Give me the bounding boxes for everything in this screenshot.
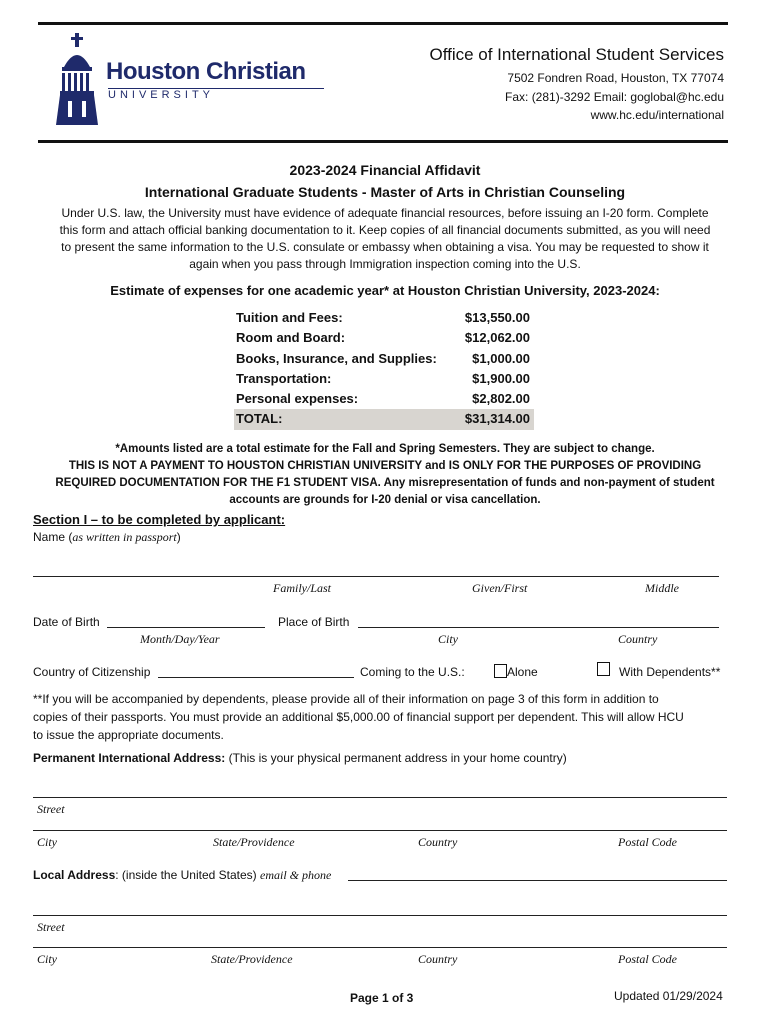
expense-amount: $1,900.00 [472, 370, 530, 386]
dependents-label: With Dependents** [619, 665, 721, 679]
permanent-address-title: Permanent International Address: [33, 751, 226, 765]
note-line: REQUIRED DOCUMENTATION FOR THE F1 STUDENT VISA. Any misrepresentation of funds and non-payment of student [55, 477, 715, 489]
intro-line: to present the same information to the U.S. consulate or embassy when obtaining a visa. You may be requested to show it [61, 240, 709, 254]
permanent-address-label [33, 751, 567, 765]
intro-line: Under U.S. law, the University must have evidence of adequate financial resources, before issuing an I-20 form. Complete [61, 206, 709, 220]
local-address-title: Local Address [33, 868, 116, 882]
expense-row [234, 328, 534, 348]
university-logo-icon [56, 33, 102, 125]
expense-label: Room and Board: [236, 330, 346, 346]
perm-state-hint: State/Providence [213, 835, 295, 849]
dependents-note-line: **If you will be accompanied by dependents, please provide all of their information on page 3 of this form in addition to [33, 692, 659, 706]
updated-date: Updated 01/29/2024 [614, 989, 723, 1003]
expense-row [234, 349, 534, 369]
form-title: 2023-2024 Financial Affidavit [289, 162, 481, 178]
expenses-table [234, 308, 534, 430]
expense-label: Books, Insurance, and Supplies: [236, 350, 437, 366]
perm-street-line[interactable] [33, 797, 727, 798]
citizenship-label: Country of Citizenship [33, 665, 151, 679]
name-label [33, 530, 181, 545]
intro-line: this form and attach official banking documentation to it. Keep copies of all financial documents submitted, as you will need [59, 223, 711, 237]
local-address-label [33, 868, 331, 883]
name-input-line[interactable] [33, 576, 719, 577]
section-heading: Section I – to be completed by applicant: [33, 512, 286, 527]
alone-checkbox[interactable] [494, 664, 507, 678]
header-rule [38, 140, 728, 143]
dependents-note [33, 690, 684, 744]
expense-amount: $1,000.00 [472, 350, 530, 366]
perm-city-line[interactable] [33, 830, 727, 831]
expense-label: Personal expenses: [236, 391, 359, 407]
intro-line: again when you pass through Immigration inspection coming into the U.S. [189, 257, 581, 271]
expense-total-amount: $31,314.00 [464, 411, 530, 427]
office-website[interactable]: www.hc.edu/international [590, 108, 724, 122]
pob-label: Place of Birth [278, 615, 350, 629]
local-state-hint: State/Providence [211, 952, 293, 966]
coming-label: Coming to the U.S.: [360, 665, 465, 679]
logo-subtitle: UNIVERSITY [108, 89, 215, 101]
dependents-checkbox[interactable] [597, 662, 610, 676]
dob-hint: Month/Day/Year [140, 632, 220, 646]
local-address-desc: : (inside the United States) [115, 868, 260, 882]
name-label-hint: as written in passport [72, 530, 177, 544]
note-line: THIS IS NOT A PAYMENT TO HOUSTON CHRISTIAN UNIVERSITY and IS ONLY FOR THE PURPOSES OF PROVIDING [68, 460, 702, 472]
office-name: Office of International Student Services [429, 45, 724, 64]
top-rule [38, 22, 728, 25]
expense-row [234, 308, 534, 328]
local-address-hint: email & phone [260, 868, 332, 882]
expense-label: Tuition and Fees: [236, 310, 343, 325]
perm-city-hint: City [37, 835, 57, 849]
local-city-hint: City [37, 952, 57, 966]
local-street-hint: Street [37, 920, 65, 934]
page-number: Page 1 of 3 [350, 991, 414, 1005]
name-label-text: Name ( [33, 530, 73, 544]
alone-label: Alone [507, 665, 538, 679]
pob-city-hint: City [438, 632, 458, 646]
local-city-line[interactable] [33, 947, 727, 948]
permanent-address-desc: (This is your physical permanent address in your home country) [225, 751, 567, 765]
perm-postal-hint: Postal Code [618, 835, 677, 849]
note-line: *Amounts listed are a total estimate for the Fall and Spring Semesters. They are subject to change. [115, 443, 655, 455]
dependents-note-line: copies of their passports. You must provide an additional $5,000.00 of financial support per dependent. This will allow HCU [33, 710, 684, 724]
expense-row [234, 369, 534, 389]
perm-country-hint: Country [418, 835, 458, 849]
expense-amount: $2,802.00 [472, 391, 530, 407]
perm-street-hint: Street [37, 802, 65, 816]
family-name-hint: Family/Last [273, 581, 332, 595]
intro-paragraph [0, 205, 770, 273]
dob-input-line[interactable] [107, 627, 265, 628]
office-contact: Fax: (281)-3292 Email: goglobal@hc.edu [505, 90, 724, 104]
dob-label: Date of Birth [33, 615, 100, 629]
form-subtitle: International Graduate Students - Master of Arts in Christian Counseling [144, 184, 626, 200]
middle-name-hint: Middle [645, 581, 679, 595]
local-street-line[interactable] [33, 915, 727, 916]
name-label-text: ) [176, 530, 181, 544]
pob-country-hint: Country [618, 632, 658, 646]
office-address: 7502 Fondren Road, Houston, TX 77074 [507, 71, 724, 85]
expense-amount: $13,550.00 [464, 310, 530, 325]
expense-row [234, 389, 534, 409]
expense-label: Transportation: [236, 370, 332, 386]
expense-amount: $12,062.00 [464, 330, 530, 346]
notes-block [0, 441, 770, 509]
dependents-note-line: to issue the appropriate documents. [33, 728, 224, 742]
given-name-hint: Given/First [472, 581, 528, 595]
expense-total-label: TOTAL: [236, 411, 283, 427]
logo-wordmark: Houston Christian [106, 58, 306, 85]
local-postal-hint: Postal Code [618, 952, 677, 966]
expense-total-row [234, 409, 534, 429]
note-line: accounts are grounds for I-20 denial or visa cancellation. [229, 494, 541, 506]
pob-input-line[interactable] [358, 627, 719, 628]
estimate-heading: Estimate of expenses for one academic year* at Houston Christian University, 2023-2024: [110, 283, 660, 298]
citizenship-input-line[interactable] [158, 677, 354, 678]
local-contact-line[interactable] [348, 880, 727, 881]
local-country-hint: Country [418, 952, 458, 966]
